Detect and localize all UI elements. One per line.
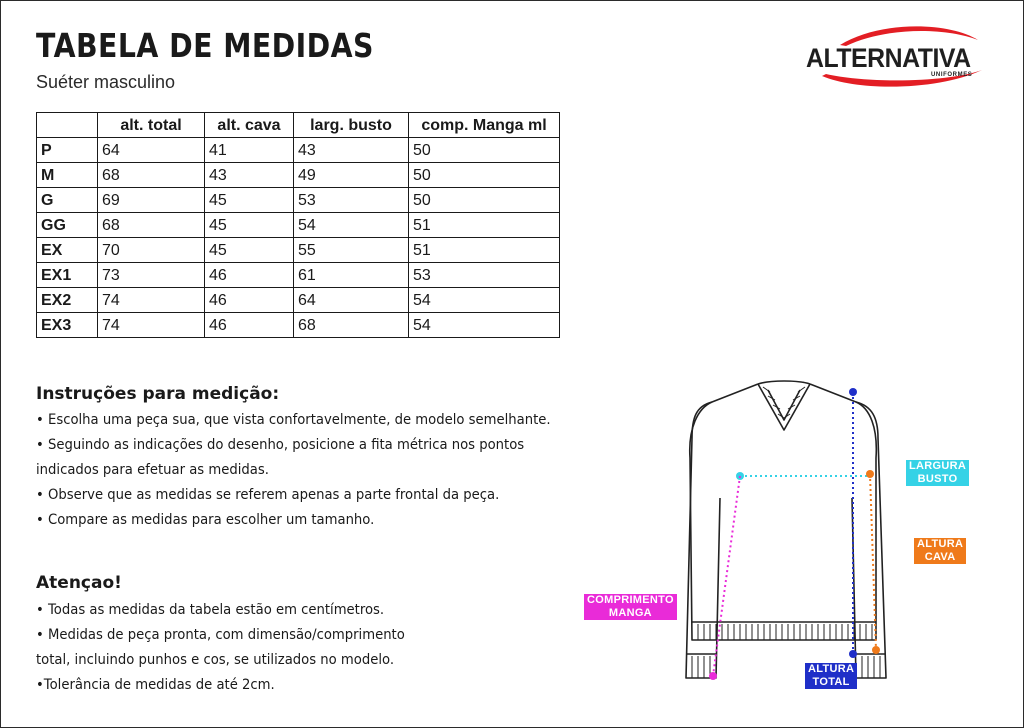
table-row (37, 188, 560, 213)
table-cell: 74 (98, 313, 205, 338)
label-line: TOTAL (812, 676, 850, 688)
table-cell: 50 (409, 188, 560, 213)
logo-tagline: UNIFORMES (931, 72, 973, 78)
table-cell: 51 (409, 213, 560, 238)
label-line: CAVA (924, 551, 956, 563)
table-cell: 73 (98, 263, 205, 288)
table-header-cell: larg. busto (294, 113, 409, 138)
label-comprimento-manga (584, 594, 677, 620)
table-cell: 41 (205, 138, 294, 163)
table-row (37, 163, 560, 188)
table-cell: 61 (294, 263, 409, 288)
brand-logo (800, 24, 994, 90)
table-cell: 45 (205, 188, 294, 213)
table-cell: 68 (294, 313, 409, 338)
label-line: LARGURA (909, 460, 967, 472)
attention-title: Atençao! (36, 573, 122, 593)
size-table (36, 112, 560, 338)
table-cell: 53 (409, 263, 560, 288)
table-cell: 43 (205, 163, 294, 188)
table-cell-size: EX2 (37, 288, 98, 313)
table-cell: 64 (98, 138, 205, 163)
table-row (37, 313, 560, 338)
logo-wordmark: ALTERNATIVA (806, 43, 971, 73)
table-cell: 43 (294, 138, 409, 163)
label-line: BUSTO (917, 473, 958, 485)
table-cell: 54 (409, 313, 560, 338)
page-subtitle: Suéter masculino (36, 72, 176, 92)
instruction-line: • Observe que as medidas se referem apenas a parte frontal da peça. (36, 487, 500, 503)
table-cell: 70 (98, 238, 205, 263)
page-title: TABELA DE MEDIDAS (36, 26, 374, 65)
label-largura-busto (906, 460, 969, 486)
label-altura-total (805, 663, 857, 689)
attention-line: • Medidas de peça pronta, com dimensão/comprimento (36, 627, 405, 643)
label-altura-cava (914, 538, 966, 564)
table-cell: 74 (98, 288, 205, 313)
table-row (37, 238, 560, 263)
table-cell: 54 (409, 288, 560, 313)
table-cell: 68 (98, 163, 205, 188)
table-header-cell: alt. cava (205, 113, 294, 138)
instructions-list (36, 408, 589, 533)
label-line: COMPRIMENTO (587, 594, 674, 606)
table-cell: 54 (294, 213, 409, 238)
label-line: MANGA (608, 607, 652, 619)
table-cell-size: EX3 (37, 313, 98, 338)
table-header-cell: comp. Manga ml (409, 113, 560, 138)
table-cell-size: G (37, 188, 98, 213)
table-cell: 55 (294, 238, 409, 263)
table-cell-size: P (37, 138, 98, 163)
instruction-line: • Seguindo as indicações do desenho, posicione a fita métrica nos pontos (36, 437, 525, 453)
table-cell: 46 (205, 313, 294, 338)
table-header-row (37, 113, 560, 138)
table-cell: 46 (205, 263, 294, 288)
instructions-title: Instruções para medição: (36, 384, 280, 404)
label-line: ALTURA (917, 538, 964, 550)
table-cell: 53 (294, 188, 409, 213)
table-header-cell (37, 113, 98, 138)
table-header-cell: alt. total (98, 113, 205, 138)
table-cell-size: M (37, 163, 98, 188)
table-cell: 50 (409, 138, 560, 163)
sweater-diagram (580, 378, 1000, 708)
attention-line: • Todas as medidas da tabela estão em centímetros. (36, 602, 385, 618)
table-cell-size: GG (37, 213, 98, 238)
table-cell: 49 (294, 163, 409, 188)
table-row (37, 263, 560, 288)
table-cell: 51 (409, 238, 560, 263)
attention-list (36, 598, 433, 698)
table-cell: 68 (98, 213, 205, 238)
table-cell: 45 (205, 238, 294, 263)
table-cell-size: EX (37, 238, 98, 263)
attention-line: total, incluindo punhos e cos, se utilizados no modelo. (36, 652, 395, 668)
instruction-line: indicados para efetuar as medidas. (36, 462, 269, 478)
table-row (37, 213, 560, 238)
table-cell: 46 (205, 288, 294, 313)
table-cell-size: EX1 (37, 263, 98, 288)
label-line: ALTURA (808, 663, 855, 675)
table-row (37, 138, 560, 163)
table-row (37, 288, 560, 313)
attention-line: •Tolerância de medidas de até 2cm. (36, 677, 275, 693)
instruction-line: • Escolha uma peça sua, que vista confortavelmente, de modelo semelhante. (36, 412, 551, 428)
table-cell: 50 (409, 163, 560, 188)
table-cell: 69 (98, 188, 205, 213)
table-cell: 45 (205, 213, 294, 238)
instruction-line: • Compare as medidas para escolher um tamanho. (36, 512, 375, 528)
table-cell: 64 (294, 288, 409, 313)
